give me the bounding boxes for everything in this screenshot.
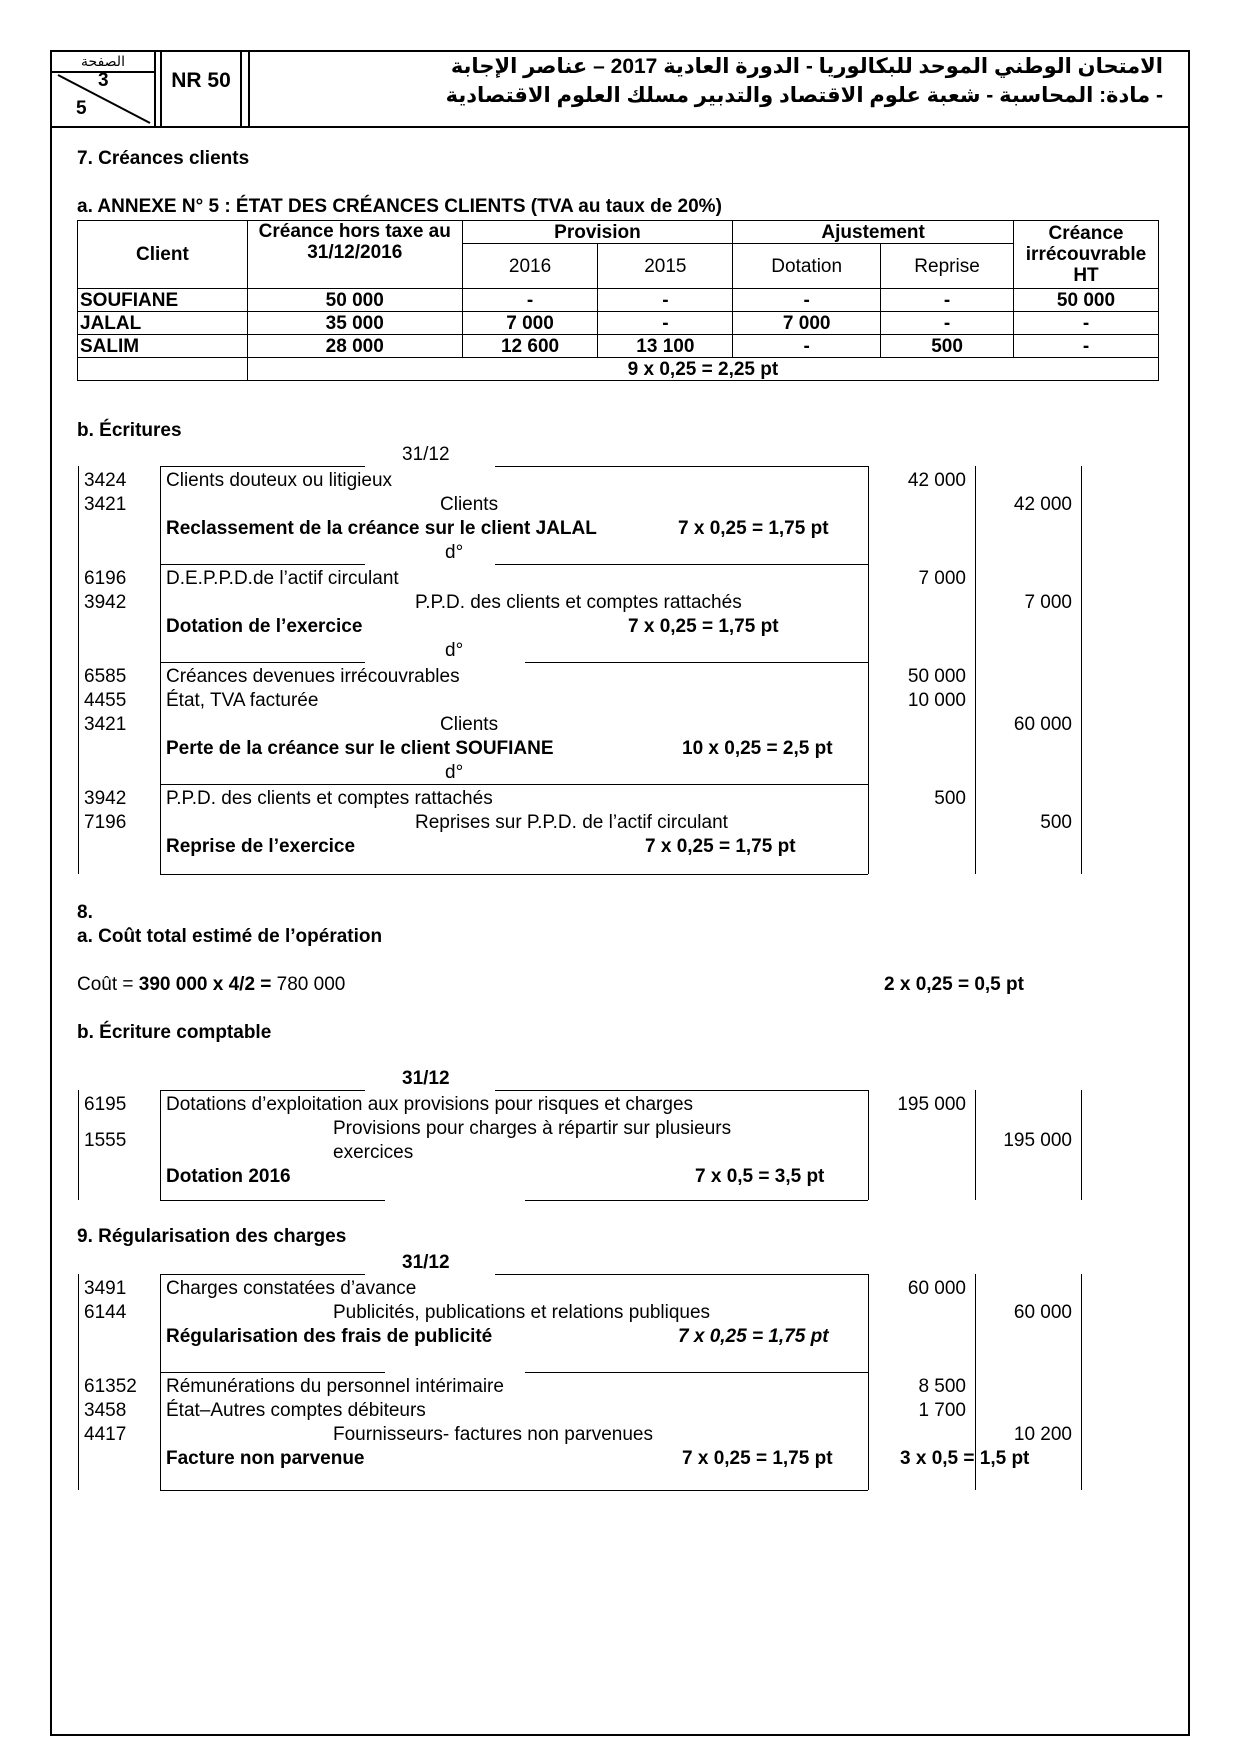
cell-client: SALIM <box>78 335 248 358</box>
exam-header <box>50 50 1190 128</box>
account-number: 7196 <box>84 812 127 833</box>
credit-amount: 500 <box>1040 812 1072 833</box>
account-number: 3458 <box>84 1400 127 1421</box>
account-label: Charges constatées d’avance <box>166 1278 417 1299</box>
account-label: Fournisseurs- factures non parvenues <box>333 1424 653 1445</box>
cost-prefix: Coût = <box>77 974 139 995</box>
account-label: État–Autres comptes débiteurs <box>166 1400 426 1421</box>
account-number: 6196 <box>84 568 127 589</box>
cell-creance: 35 000 <box>247 312 462 335</box>
exam-title-line1: الامتحان الوطني الموحد للبكالوريا - الدورة العادية 2017 – عناصر الإجابة <box>450 55 1163 78</box>
table-row <box>78 289 1159 312</box>
section7b-title: b. Écritures <box>77 420 182 441</box>
account-number: 3942 <box>84 788 127 809</box>
journal-date: 31/12 <box>402 1068 450 1089</box>
debit-amount: 7 000 <box>918 568 966 589</box>
account-number: 3942 <box>84 592 127 613</box>
cell-provision-2016: - <box>462 289 598 312</box>
account-number: 6585 <box>84 666 127 687</box>
account-label: Rémunérations du personnel intérimaire <box>166 1376 504 1397</box>
account-label: Reprises sur P.P.D. de l’actif circulant <box>415 812 728 833</box>
credit-amount: 60 000 <box>1013 1302 1072 1323</box>
table-score: 9 x 0,25 = 2,25 pt <box>247 358 1158 381</box>
col-header-reprise: Reprise <box>881 244 1014 289</box>
cell-provision-2015: 13 100 <box>598 335 733 358</box>
account-number: 6144 <box>84 1302 127 1323</box>
credit-amount: 42 000 <box>1013 494 1072 515</box>
journal-date: 31/12 <box>402 1252 450 1273</box>
account-number: 4417 <box>84 1424 127 1445</box>
credit-amount: 195 000 <box>1003 1130 1072 1151</box>
cost-formula: 390 000 x 4/2 = <box>138 974 277 995</box>
cell-reprise: - <box>881 289 1014 312</box>
col-header-2015: 2015 <box>598 244 733 289</box>
cell-creance: 28 000 <box>247 335 462 358</box>
entry-description: Régularisation des frais de publicité <box>166 1326 493 1347</box>
entry-score: 7 x 0,25 = 1,75 pt <box>628 616 779 637</box>
exam-code: NR 50 <box>160 52 242 126</box>
ditto-mark: d° <box>445 762 464 783</box>
account-label: État, TVA facturée <box>166 690 319 711</box>
col-header-2016: 2016 <box>462 244 598 289</box>
debit-amount: 50 000 <box>907 666 966 687</box>
cell-dotation: 7 000 <box>733 312 881 335</box>
account-label: P.P.D. des clients et comptes rattachés <box>166 788 493 809</box>
account-number: 3424 <box>84 470 127 491</box>
credit-amount: 10 200 <box>1013 1424 1072 1445</box>
cell-dotation: - <box>733 289 881 312</box>
cell-provision-2015: - <box>598 312 733 335</box>
section9-title: 9. Régularisation des charges <box>77 1226 347 1247</box>
page-current: 3 <box>98 70 109 91</box>
section7a-title: a. ANNEXE N° 5 : ÉTAT DES CRÉANCES CLIENTS (TVA au taux de 20%) <box>77 196 722 217</box>
cost-score: 2 x 0,25 = 0,5 pt <box>884 974 1024 995</box>
credit-amount: 60 000 <box>1013 714 1072 735</box>
cost-result: 780 000 <box>276 974 346 995</box>
journal-date: 31/12 <box>402 444 450 465</box>
page-number-box <box>52 52 156 126</box>
entry-description: Reclassement de la créance sur le client JALAL <box>166 518 597 539</box>
col-header-dotation: Dotation <box>733 244 881 289</box>
cell-irrecouvrable: - <box>1013 312 1158 335</box>
debit-amount: 195 000 <box>897 1094 966 1115</box>
debit-amount: 10 000 <box>907 690 966 711</box>
cell-reprise: 500 <box>881 335 1014 358</box>
exam-title-line2: - مادة: المحاسبة - شعبة علوم الاقتصاد والتدبير مسلك العلوم الاقتصادية <box>445 84 1163 107</box>
debit-amount: 8 500 <box>918 1376 966 1397</box>
account-label: Provisions pour charges à répartir sur plusieurs <box>333 1118 732 1139</box>
entry-score: 7 x 0,25 = 1,75 pt <box>682 1448 833 1469</box>
table-row <box>78 335 1159 358</box>
account-label: Clients <box>440 494 499 515</box>
entry-score: 7 x 0,25 = 1,75 pt <box>678 518 829 539</box>
col-header-client: Client <box>78 221 248 289</box>
debit-amount: 500 <box>934 788 966 809</box>
entry-description: Reprise de l’exercice <box>166 836 356 857</box>
section7-title: 7. Créances clients <box>77 148 250 169</box>
account-label: Dotations d’exploitation aux provisions pour risques et charges <box>166 1094 694 1115</box>
credit-amount: 7 000 <box>1024 592 1072 613</box>
account-label: Créances devenues irrécouvrables <box>166 666 460 687</box>
entry-description: Perte de la créance sur le client SOUFIANE <box>166 738 554 759</box>
cell-reprise: - <box>881 312 1014 335</box>
account-number: 1555 <box>84 1130 127 1151</box>
section8b-title: b. Écriture comptable <box>77 1022 272 1043</box>
cost-line <box>77 974 345 996</box>
entry-score-total: 3 x 0,5 = 1,5 pt <box>900 1448 1030 1469</box>
entry-score: 7 x 0,5 = 3,5 pt <box>695 1166 825 1187</box>
cell-client: JALAL <box>78 312 248 335</box>
cell-dotation: - <box>733 335 881 358</box>
entry-description: Dotation 2016 <box>166 1166 291 1187</box>
account-number: 4455 <box>84 690 127 711</box>
exam-title <box>248 52 1183 126</box>
ditto-mark: d° <box>445 640 464 661</box>
cell-creance: 50 000 <box>247 289 462 312</box>
account-number: 3421 <box>84 494 127 515</box>
score-empty-cell <box>78 358 248 381</box>
col-header-ajustement: Ajustement <box>733 221 1014 244</box>
entry-description: Facture non parvenue <box>166 1448 365 1469</box>
receivables-table <box>77 220 1159 381</box>
table-row <box>78 312 1159 335</box>
col-header-provision: Provision <box>462 221 733 244</box>
cell-client: SOUFIANE <box>78 289 248 312</box>
debit-amount: 60 000 <box>907 1278 966 1299</box>
cell-provision-2016: 12 600 <box>462 335 598 358</box>
account-label: Clients <box>440 714 499 735</box>
entry-score: 10 x 0,25 = 2,5 pt <box>682 738 833 759</box>
cell-irrecouvrable: 50 000 <box>1013 289 1158 312</box>
section8a-title: a. Coût total estimé de l’opération <box>77 926 383 947</box>
page-total: 5 <box>76 98 87 119</box>
debit-amount: 42 000 <box>907 470 966 491</box>
page-label: الصفحة <box>52 52 154 73</box>
account-label: Publicités, publications et relations publiques <box>333 1302 711 1323</box>
entry-score: 7 x 0,25 = 1,75 pt <box>645 836 796 857</box>
account-number: 6195 <box>84 1094 127 1115</box>
account-number: 3421 <box>84 714 127 735</box>
account-label: P.P.D. des clients et comptes rattachés <box>415 592 742 613</box>
cell-provision-2016: 7 000 <box>462 312 598 335</box>
ditto-mark: d° <box>445 542 464 563</box>
entry-score: 7 x 0,25 = 1,75 pt <box>678 1326 829 1347</box>
cell-irrecouvrable: - <box>1013 335 1158 358</box>
cell-provision-2015: - <box>598 289 733 312</box>
account-label: Clients douteux ou litigieux <box>166 470 393 491</box>
account-label-continued: exercices <box>333 1142 414 1163</box>
section8-number: 8. <box>77 902 93 923</box>
account-number: 3491 <box>84 1278 127 1299</box>
col-header-irrecouvrable: Créance irrécouvrable HT <box>1013 221 1158 289</box>
account-number: 61352 <box>84 1376 137 1397</box>
col-header-creance: Créance hors taxe au 31/12/2016 <box>247 221 462 289</box>
debit-amount: 1 700 <box>918 1400 966 1421</box>
entry-description: Dotation de l’exercice <box>166 616 363 637</box>
account-label: D.E.P.P.D.de l’actif circulant <box>166 568 399 589</box>
